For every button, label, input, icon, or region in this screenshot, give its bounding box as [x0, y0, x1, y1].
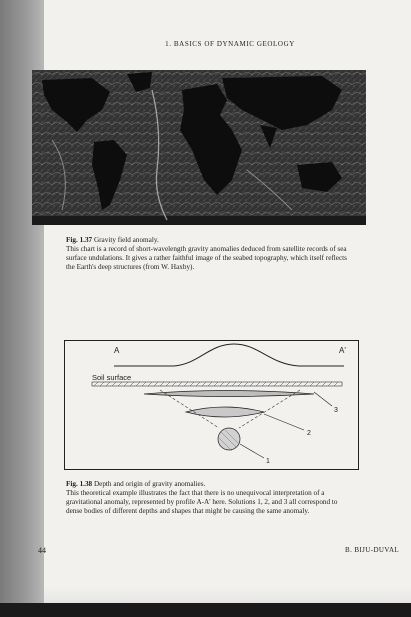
body-label-1: 1: [266, 458, 270, 465]
body-label-3: 3: [334, 407, 338, 414]
figure-1-38-caption: [66, 480, 351, 516]
soil-surface-label: Soil surface: [92, 373, 132, 382]
dense-body-3: [144, 391, 314, 397]
figure-1-38-text: This theoretical example illustrates the fact that there is no unequivocal interpretation of a gravitational anomaly, represented by profile A-A' here. Solutions 1, 2, and 3 all correspond to dense bodies of different depths and shapes that might be causing the same anomaly.: [66, 489, 338, 515]
gravity-map-illustration: [32, 70, 366, 225]
figure-1-38-title: Depth and origin of gravity anomalies.: [93, 480, 206, 488]
dense-body-1: [218, 428, 240, 450]
body-label-2: 2: [307, 430, 311, 437]
anomaly-profile-curve: [114, 344, 344, 366]
dense-body-2: [186, 407, 264, 417]
label-a-prime: A': [339, 346, 346, 355]
author-name: B. BIJU-DUVAL: [345, 546, 400, 554]
figure-1-37-caption: [66, 236, 351, 272]
figure-1-37-text: This chart is a record of short-wavelength gravity anomalies deduced from satellite records of sea surface undulations. It gives a rather faithful image of the seabed topography, which itself reflects the Earth's deep structures (from W. Haxby).: [66, 245, 347, 271]
gravity-anomaly-map: [32, 70, 366, 225]
figure-1-37-label: Fig. 1.37: [66, 236, 93, 244]
running-head: 1. BASICS OF DYNAMIC GEOLOGY: [165, 40, 295, 48]
scan-bottom-bar: [0, 603, 411, 617]
page-number: 44: [38, 546, 46, 555]
figure-1-38-label: Fig. 1.38: [66, 480, 93, 488]
figure-1-37-title: Gravity field anomaly.: [93, 236, 159, 244]
gravity-anomaly-diagram: [64, 340, 359, 470]
label-a: A: [114, 346, 120, 355]
anomaly-cross-section: [64, 340, 359, 470]
